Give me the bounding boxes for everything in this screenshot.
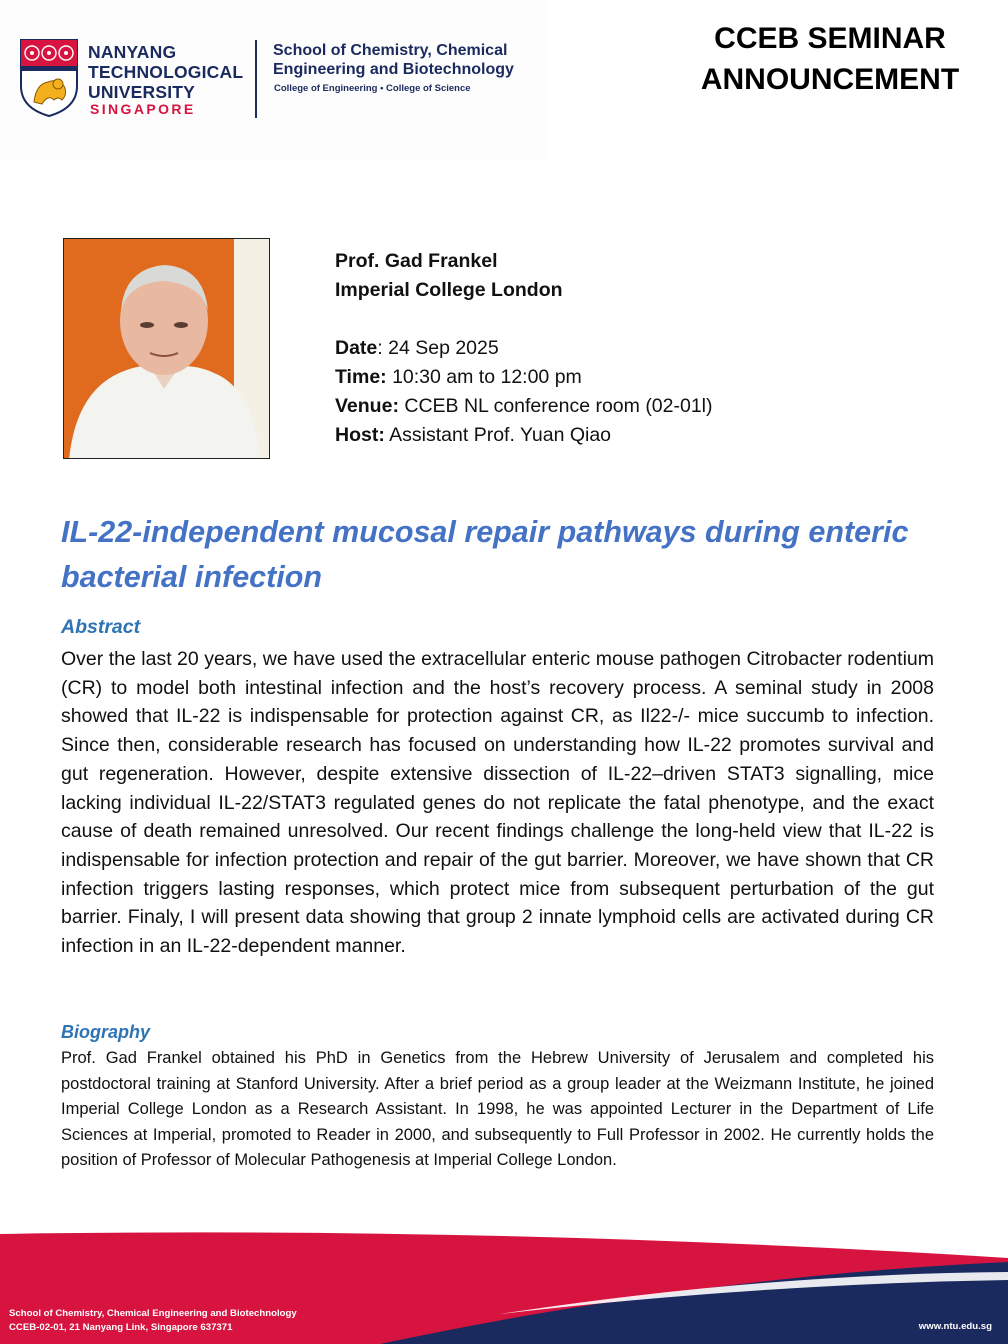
university-name (88, 42, 243, 102)
time-value: 10:30 am to 12:00 pm (386, 366, 582, 388)
host-label: Host: (335, 424, 385, 446)
ntu-crest-logo (18, 38, 80, 118)
speaker-details (335, 247, 713, 450)
venue-value: CCEB NL conference room (02-01l) (398, 395, 713, 417)
abstract-heading: Abstract (61, 616, 141, 638)
venue-row (335, 392, 713, 421)
time-row (335, 363, 713, 392)
speaker-affiliation: Imperial College London (335, 279, 563, 301)
logo-divider (255, 40, 257, 118)
school-name-line-1: School of Chemistry, Chemical (273, 42, 508, 59)
spacer (335, 305, 713, 334)
date-value: : 24 Sep 2025 (377, 337, 499, 359)
time-label: Time: (335, 366, 387, 388)
school-name (273, 41, 514, 79)
announcement-line-1: CCEB SEMINAR (714, 22, 946, 55)
university-country: SINGAPORE (90, 101, 196, 117)
school-colleges: College of Engineering • College of Science (274, 83, 471, 94)
venue-label: Venue: (335, 395, 399, 417)
announcement-line-2: ANNOUNCEMENT (700, 63, 960, 96)
host-value: Assistant Prof. Yuan Qiao (384, 424, 612, 446)
footer-website-link[interactable]: www.ntu.edu.sg (918, 1321, 992, 1332)
speaker-portrait-image (64, 239, 270, 459)
talk-title: IL-22-independent mucosal repair pathways during enteric bacterial infection (61, 515, 909, 594)
speaker-photo (63, 238, 270, 459)
school-name-line-2: Engineering and Biotechnology (273, 61, 514, 78)
university-name-line-1: NANYANG (88, 42, 177, 62)
footer-address-line: CCEB-02-01, 21 Nanyang Link, Singapore 637371 (9, 1322, 233, 1333)
abstract-text: Over the last 20 years, we have used the extracellular enteric mouse pathogen Citrobacter rodentium (CR) to model both intestinal infection and the host’s recovery process. A seminal study in 2008 showed that IL-22 is indispensable for protection against CR, as Il22-/- mice succumb to infection. Since then, considerable research has focused on understanding how IL-22 promotes survival and gut regeneration. However, despite extensive dissection of IL-22–driven STAT3 signalling, mice lacking individual IL-22/STAT3 regulated genes do not replicate the fatal phenotype, and the exact cause of death remained unresolved. Our recent findings challenge the long-held view that IL-22 is indispensable for infection protection and repair of the gut barrier. Moreover, we have shown that CR infection triggers lasting responses, which protect mice from subsequent perturbation of the gut barrier. Finaly, I will present data showing that group 2 innate lymphoid cells are activated during CR infection in an IL-22-dependent manner. (61, 648, 934, 958)
announcement-title (650, 18, 1008, 100)
university-name-line-2: TECHNOLOGICAL (88, 62, 244, 82)
host-row (335, 421, 713, 450)
footer-school: School of Chemistry, Chemical Engineering and Biotechnology (9, 1308, 297, 1319)
date-row (335, 334, 713, 363)
biography-heading: Biography (61, 1022, 151, 1042)
header-logo-block (0, 0, 548, 160)
date-label: Date (335, 337, 378, 359)
biography-text: Prof. Gad Frankel obtained his PhD in Genetics from the Hebrew University of Jerusalem and completed his postdoctoral training at Stanford University. After a brief period as a group leader at the Weizmann Institute, he joined Imperial College London as a Research Assistant. In 1998, he was appointed Lecturer in the Department of Life Sciences at Imperial, promoted to Reader in 2000, and subsequently to Full Professor in 2002. He currently holds the position of Professor of Molecular Pathogenesis at Imperial College London. (61, 1049, 934, 1170)
speaker-name: Prof. Gad Frankel (335, 250, 498, 272)
university-name-line-3: UNIVERSITY (88, 82, 196, 102)
footer-address (9, 1307, 297, 1335)
